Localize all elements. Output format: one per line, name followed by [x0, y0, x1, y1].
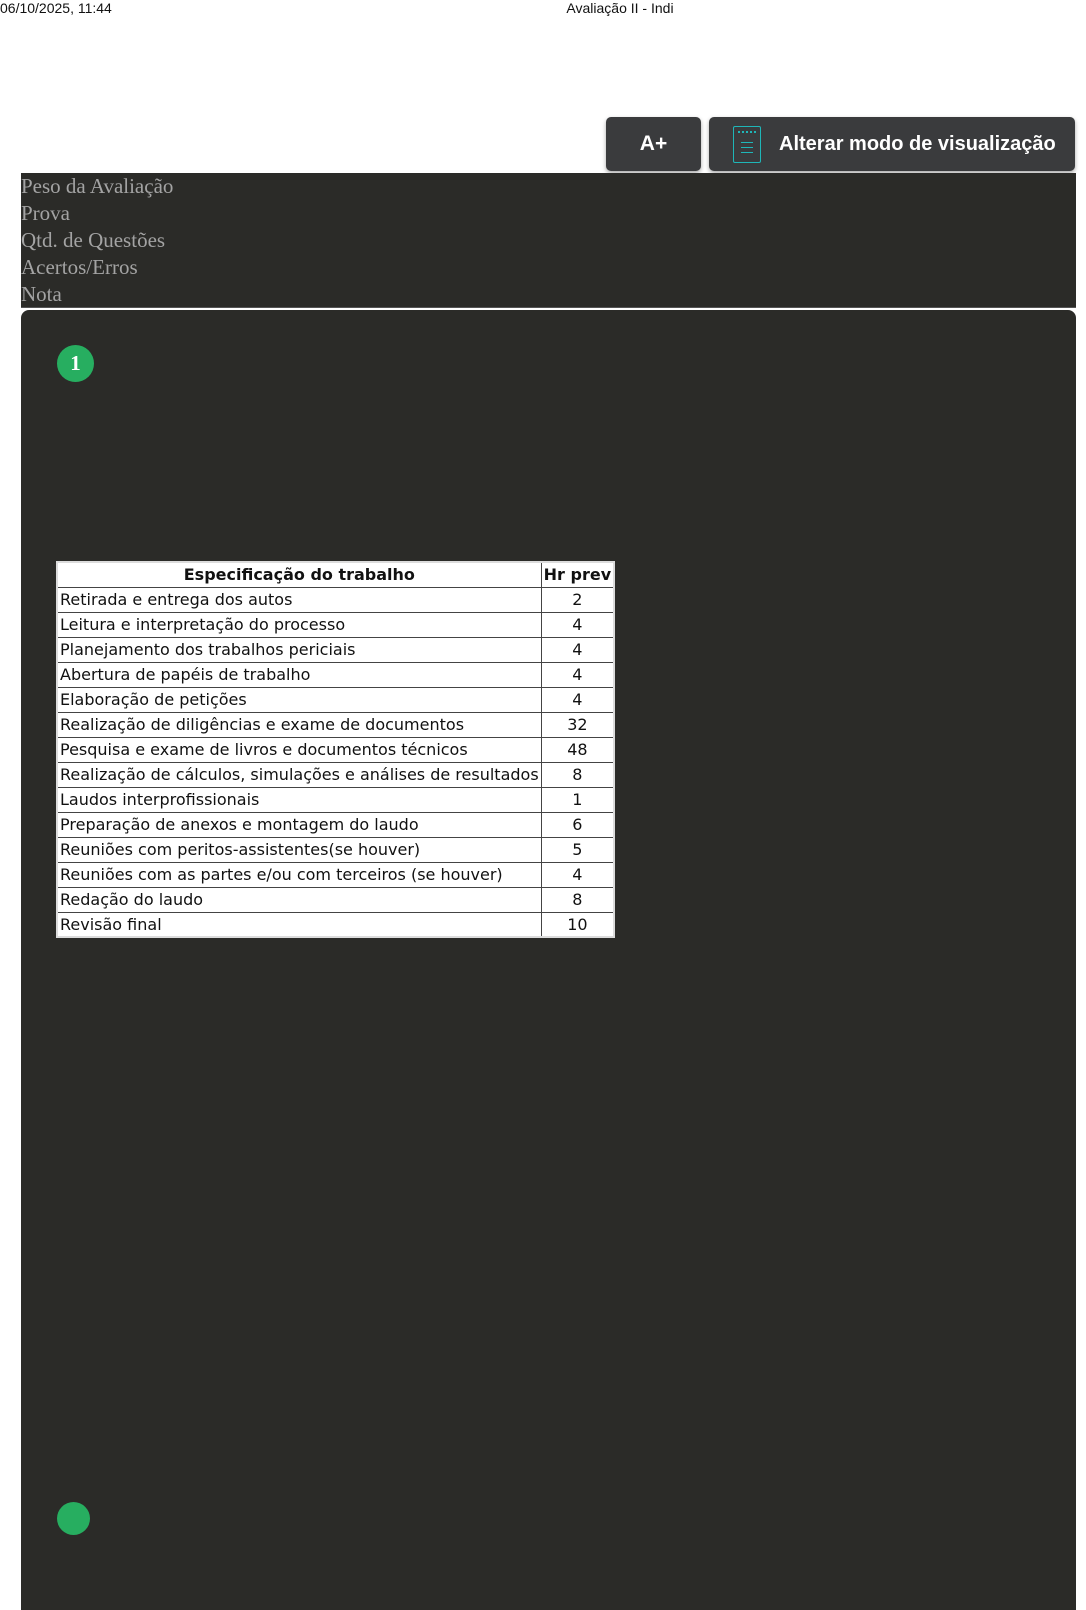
- table-row: [57, 687, 614, 712]
- table-cell-specification: Leitura e interpretação do processo: [57, 612, 541, 637]
- print-header: [0, 0, 1086, 20]
- table-cell-specification: Abertura de papéis de trabalho: [57, 662, 541, 687]
- table-cell-specification: Elaboração de petições: [57, 687, 541, 712]
- table-cell-specification: Realização de diligências e exame de documentos: [57, 712, 541, 737]
- table-cell-specification: Laudos interprofissionais: [57, 787, 541, 812]
- print-page-title-text: Avaliação II - Indi: [566, 0, 674, 16]
- table-row: [57, 612, 614, 637]
- table-header-row: [57, 562, 614, 587]
- table-cell-specification: Planejamento dos trabalhos periciais: [57, 637, 541, 662]
- table-cell-hours: 4: [541, 612, 614, 637]
- question-number-badge: 1: [57, 345, 94, 382]
- table-cell-hours: 1: [541, 787, 614, 812]
- table-row: [57, 762, 614, 787]
- table-row: [57, 837, 614, 862]
- work-specification-table: [56, 561, 615, 938]
- table-cell-hours: 5: [541, 837, 614, 862]
- column-header-specification: Especificação do trabalho: [57, 562, 541, 587]
- table-cell-specification: Reuniões com peritos-assistentes(se houver): [57, 837, 541, 862]
- change-view-mode-button[interactable]: [709, 117, 1075, 171]
- evaluation-info-panel: [21, 173, 1076, 308]
- table-cell-specification: Reuniões com as partes e/ou com terceiros (se houver): [57, 862, 541, 887]
- column-header-hours: Hr prev: [541, 562, 614, 587]
- table-cell-specification: Preparação de anexos e montagem do laudo: [57, 812, 541, 837]
- table-row: [57, 587, 614, 612]
- table-cell-hours: 4: [541, 662, 614, 687]
- table-row: [57, 887, 614, 912]
- document-icon: [733, 126, 761, 163]
- table-cell-specification: Realização de cálculos, simulações e análises de resultados: [57, 762, 541, 787]
- info-grade: Nota: [21, 282, 62, 306]
- table-cell-hours: 6: [541, 812, 614, 837]
- print-page-title: [0, 0, 1086, 16]
- info-weight: Peso da Avaliação: [21, 174, 174, 198]
- increase-font-button[interactable]: [606, 117, 701, 171]
- table-row: [57, 637, 614, 662]
- table-row: [57, 787, 614, 812]
- table-row: [57, 737, 614, 762]
- print-datetime: 06/10/2025, 11:44: [0, 0, 112, 16]
- table-row: [57, 812, 614, 837]
- table-cell-hours: 4: [541, 862, 614, 887]
- table-row: [57, 912, 614, 937]
- table-row: [57, 862, 614, 887]
- info-exam: Prova: [21, 201, 70, 225]
- change-view-mode-label: Alterar modo de visualização: [779, 132, 1056, 155]
- increase-font-label: A+: [639, 132, 668, 155]
- table-cell-specification: Revisão final: [57, 912, 541, 937]
- question-panel: [21, 310, 1076, 1610]
- info-hits-errors: Acertos/Erros: [21, 255, 138, 279]
- table-cell-hours: 8: [541, 762, 614, 787]
- table-cell-hours: 2: [541, 587, 614, 612]
- next-question-badge: [57, 1502, 90, 1535]
- table-cell-hours: 8: [541, 887, 614, 912]
- table-cell-hours: 4: [541, 637, 614, 662]
- table-cell-specification: Pesquisa e exame de livros e documentos técnicos: [57, 737, 541, 762]
- table-cell-specification: Redação do laudo: [57, 887, 541, 912]
- table-cell-hours: 32: [541, 712, 614, 737]
- table-cell-hours: 4: [541, 687, 614, 712]
- table-cell-hours: 48: [541, 737, 614, 762]
- table-row: [57, 712, 614, 737]
- table-row: [57, 662, 614, 687]
- info-question-count: Qtd. de Questões: [21, 228, 166, 252]
- table-cell-hours: 10: [541, 912, 614, 937]
- table-cell-specification: Retirada e entrega dos autos: [57, 587, 541, 612]
